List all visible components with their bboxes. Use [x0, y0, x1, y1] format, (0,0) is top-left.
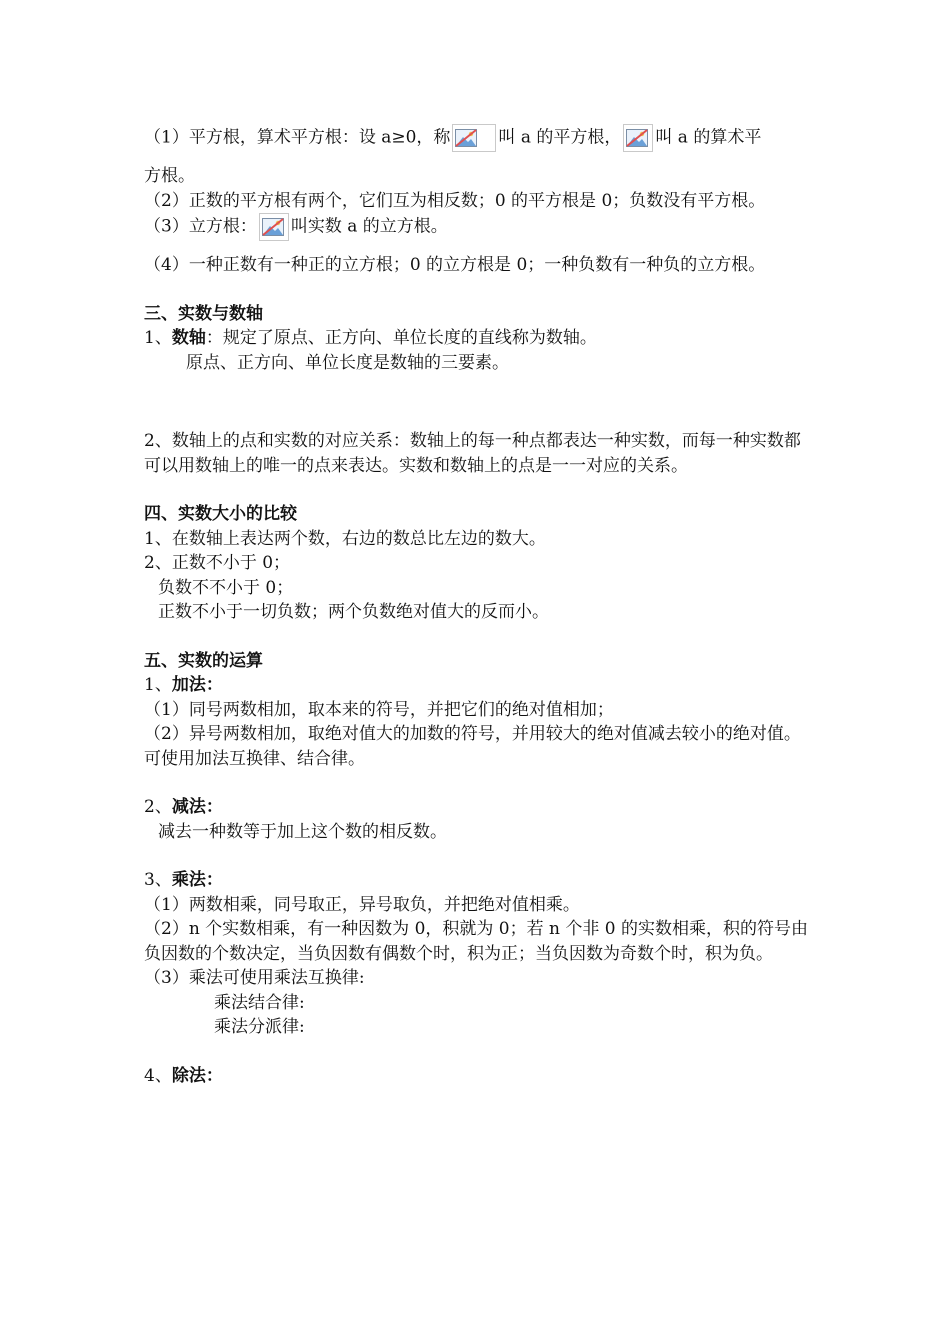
item-addition-2: （2）异号两数相加，取绝对值大的加数的符号，并用较大的绝对值减去较小的绝对值。可使用加法互换律、结合律。	[144, 724, 801, 769]
paragraph-square-root: （1）平方根，算术平方根：设 a≥0，称 叫 a 的平方根， 叫 a 的算术平	[144, 124, 810, 152]
item-compare-2c: 正数不小于一切负数；两个负数绝对值大的反而小。	[158, 602, 549, 622]
item-compare-2: 2、正数不小于 0；	[144, 553, 291, 573]
item-multiplication-3b: 乘法结合律:	[214, 992, 305, 1013]
item-correspondence: 2、数轴上的点和实数的对应关系：数轴上的每一种点都表达一种实数，而每一种实数都可以用数轴上的唯一的点来表达。实数和数轴上的点是一一对应的关系。	[144, 431, 801, 476]
item-addition-heading: 1、加法：	[144, 675, 223, 695]
section-heading-number-line: 三、实数与数轴	[144, 303, 263, 324]
section-heading-operations: 五、实数的运算	[144, 650, 263, 671]
paragraph-square-root-end: 方根。	[144, 166, 195, 186]
item-addition-1: （1）同号两数相加，取本来的符号，并把它们的绝对值相加；	[144, 699, 614, 720]
paragraph-cube-root-rule: （4）一种正数有一种正的立方根；0 的立方根是 0；一种负数有一种负的立方根。	[144, 255, 766, 275]
section-heading-compare: 四、实数大小的比较	[144, 504, 297, 524]
item-subtraction-heading: 2、减法：	[144, 797, 223, 817]
item-compare-1: 1、在数轴上表达两个数，右边的数总比左边的数大。	[144, 528, 546, 549]
item-compare-2b: 负数不不小于 0；	[158, 577, 294, 598]
item-multiplication-1: （1）两数相乘，同号取正，异号取负，并把绝对值相乘。	[144, 894, 580, 915]
item-number-line: 1、数轴：规定了原点、正方向、单位长度的直线称为数轴。	[144, 328, 597, 348]
broken-image-icon	[452, 124, 496, 152]
document-page	[144, 124, 810, 1088]
item-multiplication-heading: 3、乘法：	[144, 870, 223, 890]
item-multiplication-3: （3）乘法可使用乘法互换律:	[144, 968, 365, 988]
item-subtraction-1: 减去一种数等于加上这个数的相反数。	[158, 821, 447, 842]
item-number-line-sub: 原点、正方向、单位长度是数轴的三要素。	[186, 352, 509, 373]
item-multiplication-2: （2）n 个实数相乘，有一种因数为 0，积就为 0；若 n 个非 0 的实数相乘，积的符号由负因数的个数决定，当负因数有偶数个时，积为正；当负因数为奇数个时，积为负。	[144, 919, 808, 964]
item-division-heading: 4、除法：	[144, 1065, 223, 1086]
item-multiplication-3c: 乘法分派律:	[214, 1017, 305, 1037]
paragraph-cube-root: （3）立方根： 叫实数 a 的立方根。	[144, 213, 810, 241]
broken-image-icon	[623, 124, 653, 152]
broken-image-icon	[259, 213, 289, 241]
paragraph-square-root-rule: （2）正数的平方根有两个，它们互为相反数；0 的平方根是 0；负数没有平方根。	[144, 190, 766, 211]
